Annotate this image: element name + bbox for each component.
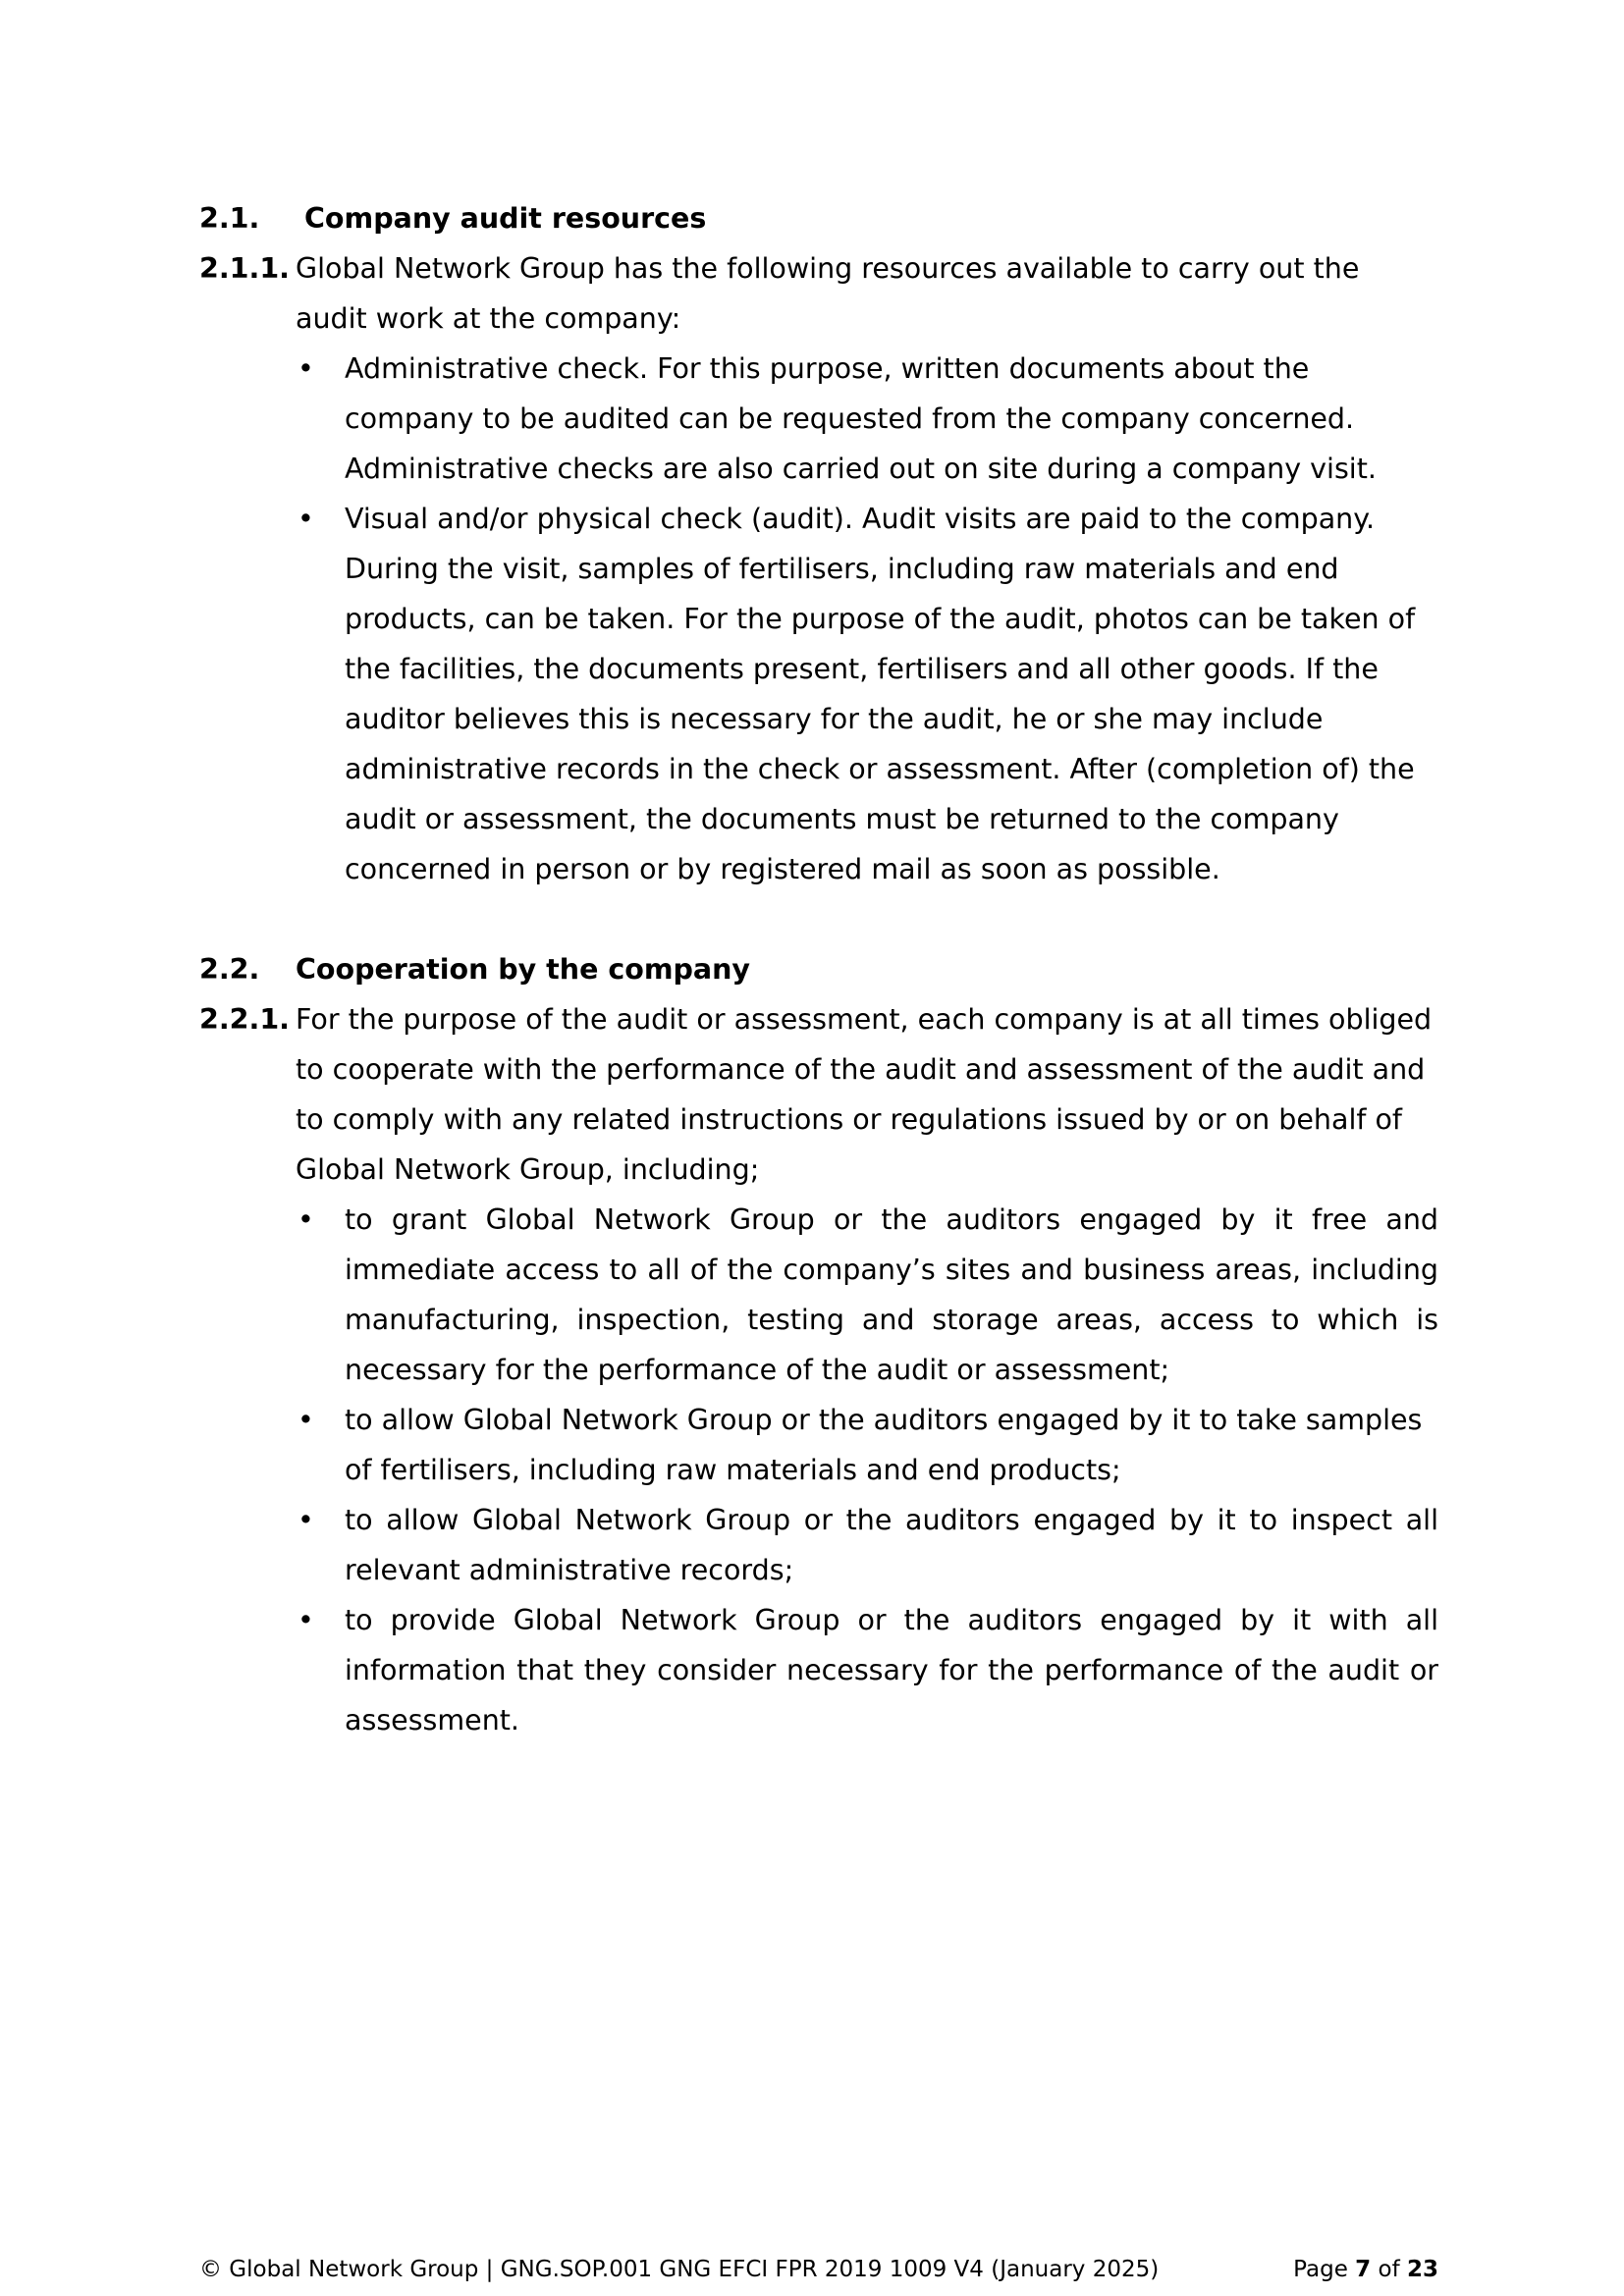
- section-number: 2.1.: [199, 202, 260, 235]
- bullet-icon: •: [298, 1404, 314, 1436]
- bullet-icon: •: [298, 352, 314, 385]
- bullet-icon: •: [298, 1604, 314, 1636]
- section-heading: [199, 193, 1438, 243]
- bullet-icon: •: [298, 1504, 314, 1536]
- list-item-text: Administrative check. For this purpose, written documents about the company to be audited can be requested from the company concerned. Administrative checks are also carried out on site during a company visit.: [345, 352, 1377, 485]
- list-item-text: to allow Global Network Group or the auditors engaged by it to inspect all relevant administrative records;: [345, 1504, 1438, 1586]
- section-number: 2.2.: [199, 953, 260, 986]
- bullet-icon: •: [298, 503, 314, 535]
- bullet-list: [296, 1195, 1438, 1745]
- numbered-paragraph: [199, 243, 1438, 344]
- bullet-list: [296, 344, 1438, 894]
- list-item: [296, 1595, 1438, 1745]
- paragraph-text: For the purpose of the audit or assessment, each company is at all times obliged to cooperate with the performance of the audit and assessment of the audit and to comply with any related instructions or regulations issued by or on behalf of Global Network Group, including;: [296, 1003, 1433, 1186]
- section-heading: [199, 944, 1438, 994]
- list-item-text: to provide Global Network Group or the auditors engaged by it with all information that they consider necessary for the performance of the audit or assessment.: [345, 1604, 1438, 1736]
- page-total: 23: [1406, 2257, 1438, 2282]
- list-item: [296, 1395, 1438, 1495]
- paragraph-number: 2.2.1.: [199, 1003, 290, 1036]
- list-item-text: Visual and/or physical check (audit). Audit visits are paid to the company. During the visit, samples of fertilisers, including raw materials and end products, can be taken. For the purpose of the audit, photos can be taken of the facilities, the documents present, fertilisers and all other goods. If the auditor believes this is necessary for the audit, he or she may include administrative records in the check or assessment. After (completion of) the audit or assessment, the documents must be returned to the company concerned in person or by registered mail as soon as possible.: [345, 503, 1416, 885]
- paragraph-text: Global Network Group has the following resources available to carry out the audit work at the company:: [296, 252, 1360, 335]
- list-item: [296, 1195, 1438, 1395]
- list-item: [296, 494, 1438, 894]
- paragraph-number: 2.1.1.: [199, 252, 290, 285]
- page-label: Page: [1293, 2257, 1348, 2282]
- of-label: of: [1378, 2257, 1400, 2282]
- spacer: [199, 894, 1438, 944]
- document-body: [199, 193, 1438, 1745]
- page-footer: [199, 2255, 1438, 2284]
- section-title: Company audit resources: [304, 202, 707, 235]
- list-item: [296, 1495, 1438, 1595]
- bullet-icon: •: [298, 1203, 314, 1236]
- list-item-text: to allow Global Network Group or the auditors engaged by it to take samples of fertilisers, including raw materials and end products;: [345, 1404, 1423, 1486]
- section-title: Cooperation by the company: [296, 953, 751, 986]
- footer-document-info: © Global Network Group | GNG.SOP.001 GNG EFCI FPR 2019 1009 V4 (January 2025): [199, 2257, 1160, 2282]
- numbered-paragraph: [199, 994, 1438, 1195]
- page-number: [1293, 2255, 1438, 2284]
- page-current: 7: [1355, 2257, 1372, 2282]
- list-item: [296, 344, 1438, 494]
- list-item-text: to grant Global Network Group or the auditors engaged by it free and immediate access to all of the company’s sites and business areas, including manufacturing, inspection, testing and storage areas, access to which is necessary for the performance of the audit or assessment;: [345, 1203, 1438, 1386]
